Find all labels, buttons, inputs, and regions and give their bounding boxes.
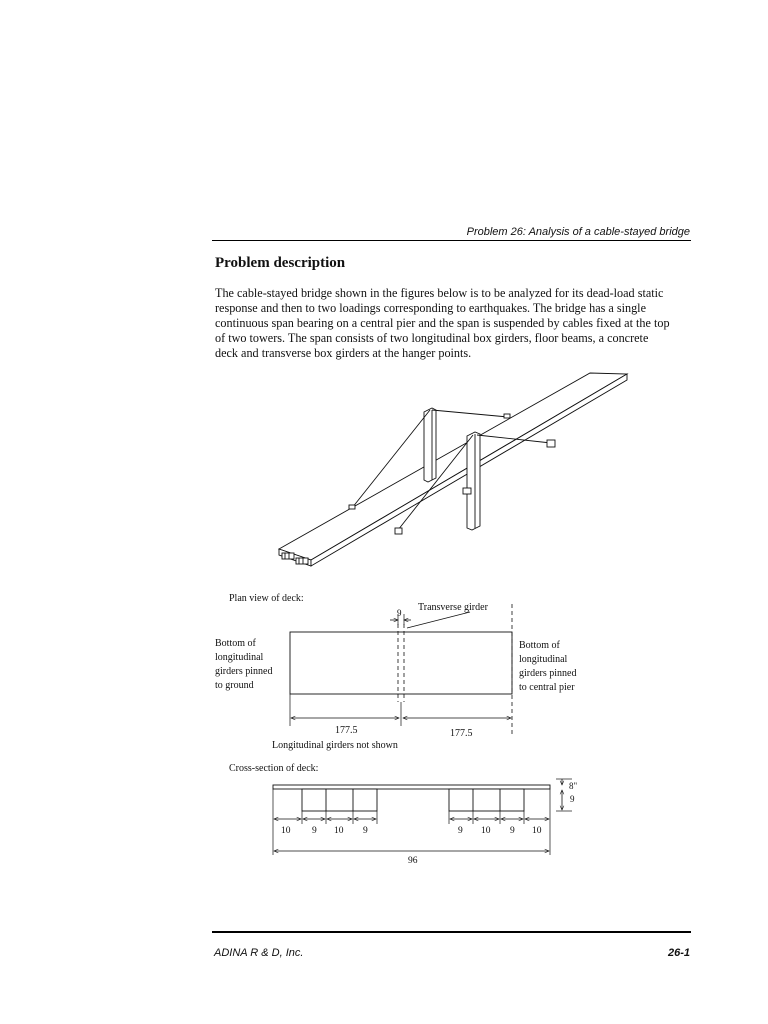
dim-label: 9 xyxy=(312,826,317,836)
plan-view-figure xyxy=(215,593,579,751)
dim-label: 10 xyxy=(281,826,291,836)
footer-rule xyxy=(212,931,691,933)
dim-label: 9 xyxy=(363,826,368,836)
dim-label: 10 xyxy=(532,826,542,836)
left-box-girder xyxy=(302,789,377,811)
girder-depth-value: 9 xyxy=(570,794,575,804)
paragraph-line: response and then to two loadings corresponding to earthquakes. The bridge has a single xyxy=(215,301,646,315)
bridge-isometric xyxy=(279,373,627,566)
paragraph-line: of two towers. The span consists of two longitudinal box girders, floor beams, a concrete xyxy=(215,331,649,345)
paragraph-line: continuous span bearing on a central pier and the span is suspended by cables fixed at the top xyxy=(215,316,670,330)
running-header: Problem 26: Analysis of a cable-stayed bridge xyxy=(466,226,690,238)
deck-slab xyxy=(273,785,550,789)
overall-width-label: 96 xyxy=(408,856,418,866)
dimension-right: 177.5 xyxy=(450,728,473,739)
plan-view-caption: Plan view of deck: xyxy=(229,593,304,604)
dim-label: 10 xyxy=(481,826,491,836)
cross-section-figure xyxy=(229,763,578,866)
paragraph-line: deck and transverse box girders at the hanger points. xyxy=(215,346,472,360)
right-support-note: Bottom of longitudinal girders pinned to central pier xyxy=(519,640,577,693)
plan-deck-outline xyxy=(290,632,512,694)
transverse-girder-label: Transverse girder xyxy=(418,602,488,613)
transverse-width-value: 9 xyxy=(397,608,402,618)
paragraph-line: The cable-stayed bridge shown in the figures below is to be analyzed for its dead-load static xyxy=(215,286,664,300)
dim-label: 9 xyxy=(510,826,515,836)
section-heading: Problem description xyxy=(215,255,346,271)
girders-not-shown-note: Longitudinal girders not shown xyxy=(272,740,398,751)
slab-thickness-value: 8" xyxy=(569,781,578,791)
dimension-left: 177.5 xyxy=(335,725,358,736)
dim-label: 10 xyxy=(334,826,344,836)
transverse-leader-line xyxy=(407,612,470,628)
page-number: 26-1 xyxy=(667,947,690,959)
dim-label: 9 xyxy=(458,826,463,836)
footer-company: ADINA R & D, Inc. xyxy=(214,947,304,959)
cross-section-caption: Cross-section of deck: xyxy=(229,763,319,774)
left-support-note: Bottom of longitudinal girders pinned to ground xyxy=(215,638,273,691)
right-box-girder xyxy=(449,789,524,811)
